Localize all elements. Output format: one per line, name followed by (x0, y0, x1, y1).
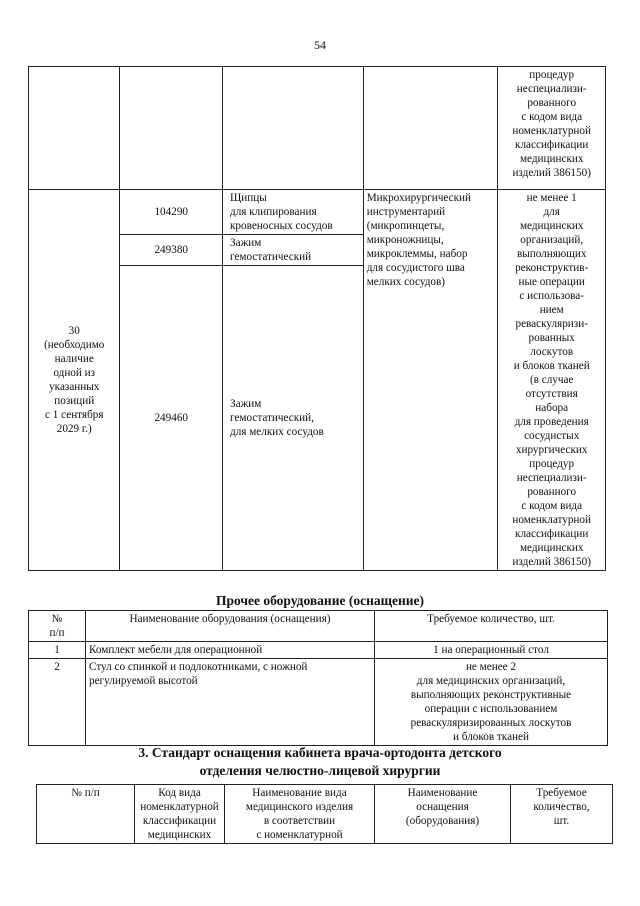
table-cell (223, 67, 364, 190)
table-cell (363, 67, 498, 190)
table-header-row (37, 785, 613, 844)
item-name: Зажим гемостатический (223, 235, 364, 266)
item-code: 249460 (120, 266, 223, 571)
section-title: 3. Стандарт оснащения кабинета врача-ортодонта детского (138, 745, 502, 760)
requirement-cell: процедур неспециализи- рованного с кодом вида номенклатурной классификации медицинских изделий 386150) (498, 67, 606, 190)
item-name: Зажим гемостатический, для мелких сосудов (223, 266, 364, 571)
row-number: 2 (29, 659, 86, 746)
item-code: 104290 (120, 190, 223, 235)
item-name: Щипцы для клипирования кровеносных сосудов (223, 190, 364, 235)
section-title-line2: отделения челюстно-лицевой хирургии (199, 763, 441, 778)
item-code: 249380 (120, 235, 223, 266)
quantity-cell: 30 (необходимо наличие одной из указанных позиций с 1 сентября 2029 г.) (29, 190, 120, 571)
row-name: Комплект мебели для операционной (86, 642, 375, 659)
row-quantity: 1 на операционный стол (375, 642, 608, 659)
column-header: Требуемое количество, шт. (511, 785, 613, 844)
table-row (29, 67, 606, 190)
row-name: Стул со спинкой и подлокотниками, с ножной регулируемой высотой (86, 659, 375, 746)
table-cell (120, 67, 223, 190)
equipment-table (28, 66, 606, 571)
table-row (29, 642, 608, 659)
equipment-name-cell: Микрохирургический инструментарий (микропинцеты, микроножницы, микроклеммы, набор для сосудистого шва мелких сосудов) (363, 190, 498, 571)
column-header: № п/п (29, 611, 86, 642)
column-header: Наименование оснащения (оборудования) (375, 785, 511, 844)
table-row (29, 190, 606, 235)
row-number: 1 (29, 642, 86, 659)
table-header-row (29, 611, 608, 642)
column-header: Требуемое количество, шт. (375, 611, 608, 642)
table-cell (29, 67, 120, 190)
column-header: № п/п (37, 785, 135, 844)
page-number: 54 (314, 38, 326, 52)
other-equipment-title: Прочее оборудование (оснащение) (215, 593, 425, 608)
other-equipment-table (28, 610, 608, 746)
requirement-cell: не менее 1 для медицинских организаций, выполняющих реконструктив- ные операции с использова- нием реваскуляризи- рованных лоскутов и блоков тканей (в случае отсутствия набора для проведения сосудистых хирургических процедур неспециализи- рованного с кодом вида номенклатурной классификации медицинских изделий 386150) (498, 190, 606, 571)
column-header: Наименование вида медицинского изделия в соответствии с номенклатурной (225, 785, 375, 844)
column-header: Код вида номенклатурной классификации медицинских (135, 785, 225, 844)
table-row (29, 659, 608, 746)
standard-table (36, 784, 613, 844)
row-quantity: не менее 2 для медицинских организаций, выполняющих реконструктивные операции с использованием реваскуляризированных лоскутов и блоков тканей (375, 659, 608, 746)
column-header: Наименование оборудования (оснащения) (86, 611, 375, 642)
